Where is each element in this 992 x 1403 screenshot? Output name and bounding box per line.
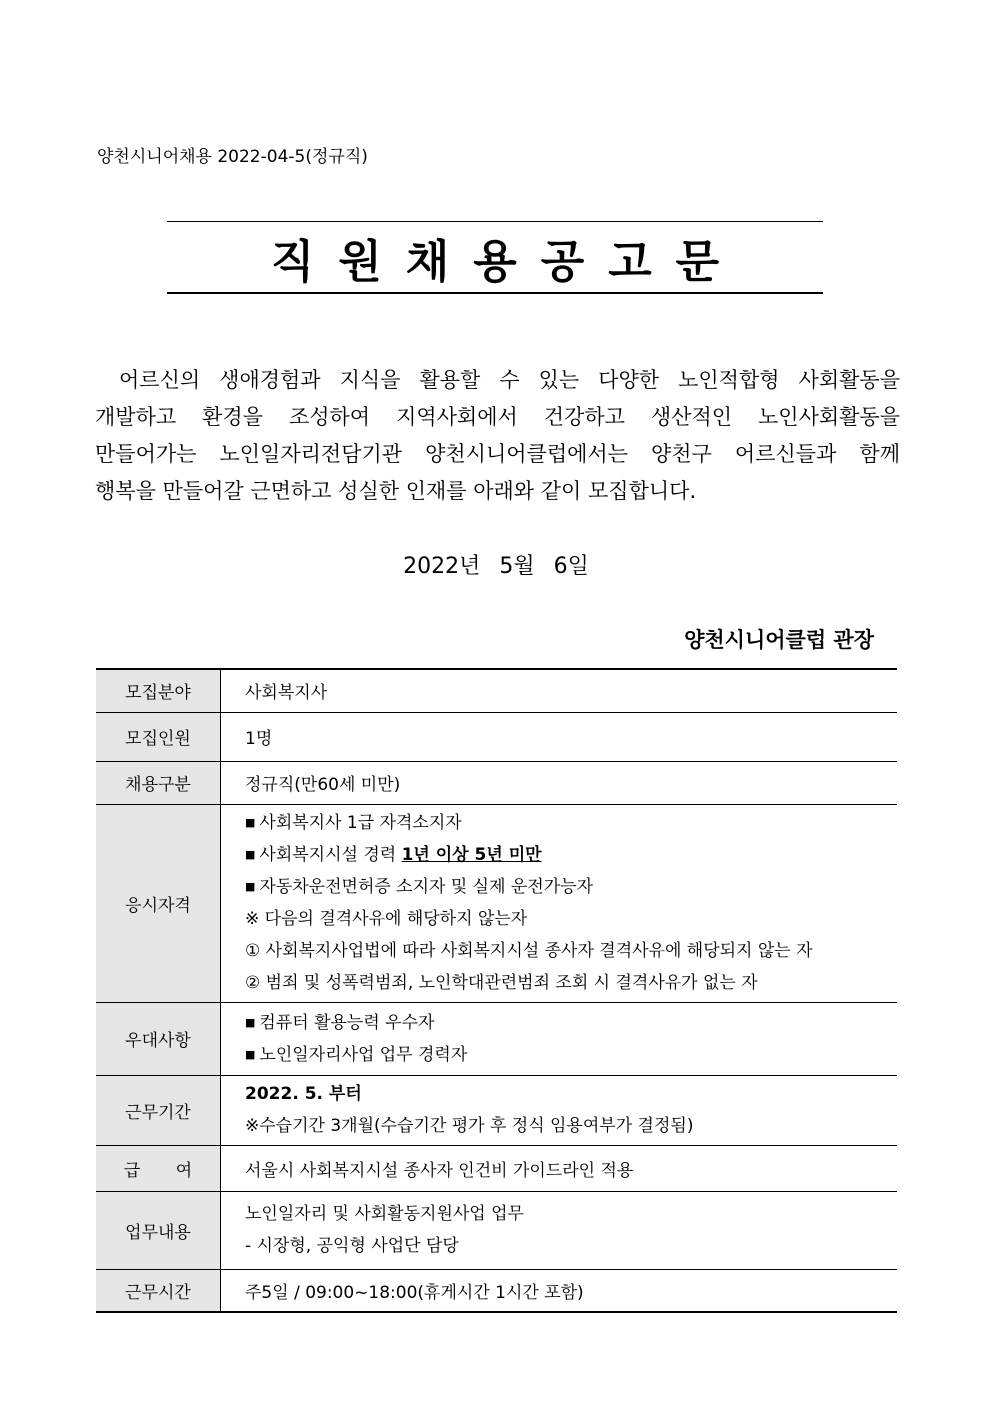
table-row bbox=[96, 1191, 897, 1269]
title-box bbox=[167, 221, 823, 294]
intro-paragraph bbox=[95, 362, 900, 510]
row-label: 업무내용 bbox=[96, 1191, 221, 1269]
list-item: ■ 사회복지시설 경력 1년 이상 5년 미만 bbox=[245, 845, 542, 865]
row-value bbox=[221, 1191, 898, 1269]
row-value: 주5일 / 09:00~18:00(휴게시간 1시간 포함) bbox=[221, 1269, 898, 1312]
list-item: ■ 자동차운전면허증 소지자 및 실제 운전가능자 bbox=[245, 877, 594, 897]
square-bullet-icon: ■ bbox=[245, 1047, 256, 1061]
row-value: 사회복지사 bbox=[221, 669, 898, 712]
recruitment-table bbox=[96, 668, 897, 1313]
row-value bbox=[221, 1075, 898, 1145]
table-row bbox=[96, 804, 897, 1002]
square-bullet-icon: ■ bbox=[245, 816, 256, 829]
list-item: ※ 다음의 결격사유에 해당하지 않는자 bbox=[245, 909, 528, 929]
square-bullet-icon: ■ bbox=[245, 848, 256, 861]
row-label: 모집분야 bbox=[96, 669, 221, 712]
list-item: ※수습기간 3개월(수습기간 평가 후 정식 임용여부가 결정됨) bbox=[245, 1116, 694, 1136]
row-value bbox=[221, 804, 898, 1002]
list-item: ① 사회복지사업법에 따라 사회복지시설 종사자 결격사유에 해당되지 않는 자 bbox=[245, 941, 813, 961]
intro-line: 어르신의 생애경험과 지식을 활용할 수 있는 다양한 노인적합형 사회활동을 bbox=[119, 368, 900, 392]
row-label: 채용구분 bbox=[96, 761, 221, 804]
signature: 양천시니어클럽 관장 bbox=[684, 628, 874, 652]
row-value: 정규직(만60세 미만) bbox=[221, 761, 898, 804]
list-item: 노인일자리 및 사회활동지원사업 업무 bbox=[245, 1204, 524, 1224]
row-label: 우대사항 bbox=[96, 1002, 221, 1075]
table-row bbox=[96, 1075, 897, 1145]
table-row bbox=[96, 1002, 897, 1075]
table-row bbox=[96, 1269, 897, 1312]
square-bullet-icon: ■ bbox=[245, 1015, 256, 1029]
intro-line: 만들어가는 노인일자리전담기관 양천시니어클럽에서는 양천구 어르신들과 함께 bbox=[95, 442, 900, 466]
table-row bbox=[96, 1145, 897, 1191]
row-value: 서울시 사회복지시설 종사자 인건비 가이드라인 적용 bbox=[221, 1145, 898, 1191]
emphasis-text: 1년 이상 5년 미만 bbox=[401, 845, 542, 865]
list-item: ② 범죄 및 성폭력범죄, 노인학대관련범죄 조회 시 결격사유가 없는 자 bbox=[245, 973, 758, 993]
row-value: 1명 bbox=[221, 712, 898, 761]
row-label: 급 여 bbox=[96, 1145, 221, 1191]
list-item: ■ 노인일자리사업 업무 경력자 bbox=[245, 1044, 468, 1065]
list-item: ■ 사회복지사 1급 자격소지자 bbox=[245, 813, 462, 833]
page-title: 직원채용공고문 bbox=[270, 234, 744, 288]
row-label: 응시자격 bbox=[96, 804, 221, 1002]
intro-line: 개발하고 환경을 조성하여 지역사회에서 건강하고 생산적인 노인사회활동을 bbox=[95, 405, 900, 429]
list-item: - 시장형, 공익형 사업단 담당 bbox=[245, 1236, 459, 1256]
table-row bbox=[96, 669, 897, 712]
square-bullet-icon: ■ bbox=[245, 880, 256, 893]
table-row bbox=[96, 712, 897, 761]
list-item: ■ 컴퓨터 활용능력 우수자 bbox=[245, 1012, 435, 1033]
row-label: 근무시간 bbox=[96, 1269, 221, 1312]
row-label: 모집인원 bbox=[96, 712, 221, 761]
row-label: 근무기간 bbox=[96, 1075, 221, 1145]
list-item: 2022. 5. 부터 bbox=[245, 1084, 362, 1104]
intro-line: 행복을 만들어갈 근면하고 성실한 인재를 아래와 같이 모집합니다. bbox=[95, 479, 697, 503]
document-number: 양천시니어채용 2022-04-5(정규직) bbox=[97, 147, 368, 167]
row-value bbox=[221, 1002, 898, 1075]
announcement-date: 2022년 5월 6일 bbox=[403, 554, 589, 579]
table-row bbox=[96, 761, 897, 804]
